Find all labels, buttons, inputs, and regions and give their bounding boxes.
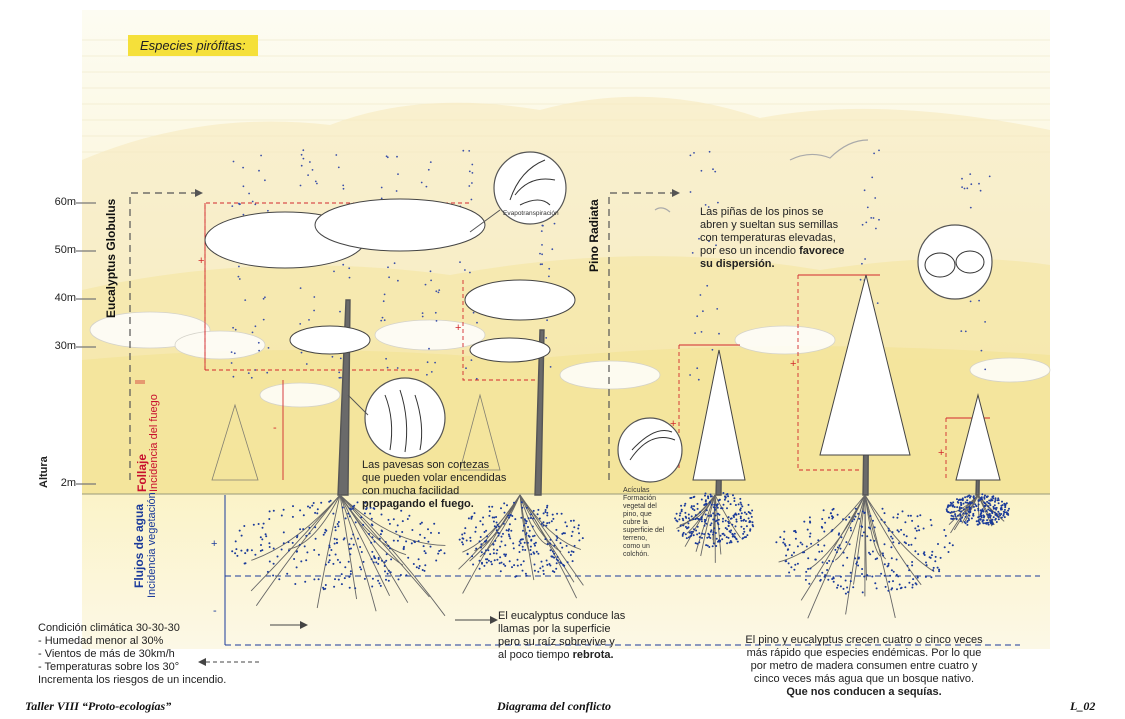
footer-sheet: L_02 <box>1070 699 1096 713</box>
footer-course: Taller VIII “Proto-ecologías” <box>25 699 172 713</box>
species-tag: Especies pirófitas: <box>128 35 258 56</box>
pavesas-text: Las pavesas son cortezas que pueden volar encendidas con mucha facilidad propagando el fuego. <box>362 459 507 510</box>
tick-2m: 2m <box>60 477 76 489</box>
incidencia-fuego-label: Incidencia del fuego <box>148 394 160 492</box>
flujos-label: Flujos de agua <box>132 503 146 588</box>
follaje-label: Follaje <box>135 453 149 492</box>
plus-marker: + <box>455 322 462 334</box>
aciculas-text: Acículas Formación vegetal del pino, que cubre la superficie del terreno, como un colchón. <box>623 487 665 558</box>
eucalyptus-label: Eucalyptus Globulus <box>104 198 118 318</box>
plus-marker: + <box>198 255 205 267</box>
evapo-label: Evapotranspiración <box>503 210 559 217</box>
climate-text: Condición climática 30-30-30 - Humedad menor al 30% - Vientos de más de 30km/h - Temperaturas sobre los 30° Incrementa los riesgos de un incendio. <box>38 622 227 686</box>
tick-50m: 50m <box>54 244 76 256</box>
minus-marker: - <box>213 605 217 617</box>
incidencia-veg-label: Incidencia vegetación <box>146 492 158 598</box>
pino-label: Pino Radiata <box>587 199 601 272</box>
tick-40m: 40m <box>54 292 76 304</box>
crecen-text: El pino y eucalyptus crecen cuatro o cinco veces más rápido que especies endémicas. Por lo que por metro de madera consumen entre cuatro y cinco veces más agua que un bosque nativo. Que nos conducen a sequías. <box>745 634 983 698</box>
plus-marker: + <box>938 447 945 459</box>
tick-30m: 30m <box>54 340 76 352</box>
plus-marker: + <box>211 538 218 550</box>
footer-title: Diagrama del conflicto <box>497 699 611 713</box>
eucalyptus-water-text: El eucalyptus conduce las llamas por la superficie pero su raíz sobrevive y al poco tiempo rebrota. <box>498 610 626 661</box>
tick-60m: 60m <box>54 196 76 208</box>
plus-marker: + <box>670 418 677 430</box>
pinas-text: Las piñas de los pinos se abren y sueltan sus semillas con temperaturas elevadas, por eso un incendio favorece su dispersión. <box>700 206 845 270</box>
plus-marker: + <box>790 358 797 370</box>
minus-marker: - <box>273 422 277 434</box>
altura-label: Altura <box>38 456 50 488</box>
